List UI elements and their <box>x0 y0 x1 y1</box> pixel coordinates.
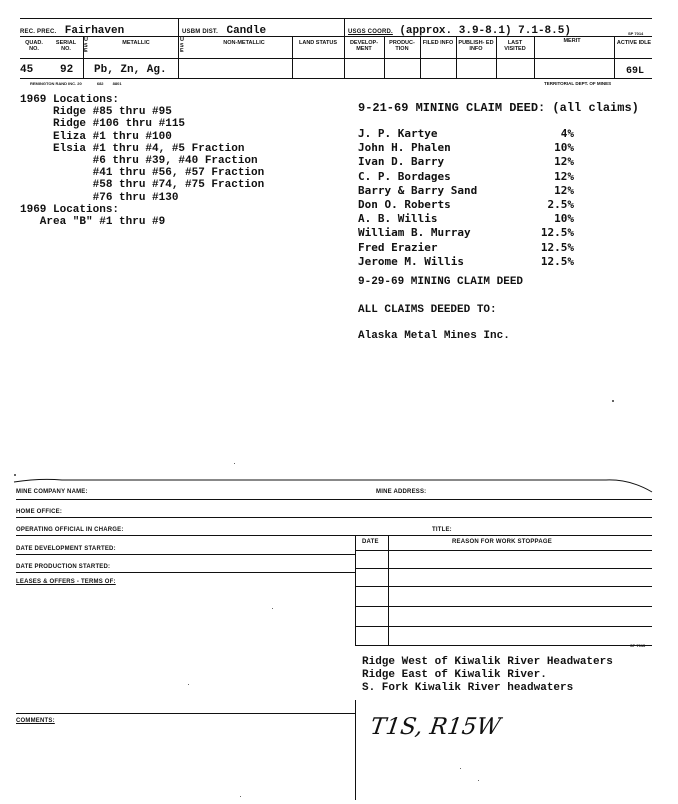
divider <box>420 36 421 78</box>
scan-speck <box>188 684 189 685</box>
territorial-dept: TERRITORIAL DEPT. OF MINES <box>544 81 612 86</box>
usgs-coord-value: (approx. 3.9-8.1) 7.1-8.5) <box>399 25 571 37</box>
usbm-dist-value: Candle <box>226 25 267 37</box>
owner-name: C. P. Bordages <box>358 169 451 183</box>
divider <box>344 18 345 36</box>
col-land-status: LAND STATUS <box>299 40 337 46</box>
divider <box>178 36 179 78</box>
col-serial-no: SERIAL NO. <box>55 40 77 52</box>
col-non-metallic-use: U S E <box>180 37 184 54</box>
divider <box>292 36 293 78</box>
owner-row <box>358 256 578 270</box>
form-line <box>16 499 652 500</box>
scan-speck <box>460 768 461 769</box>
location-note-line: Area "B" #1 thru #9 <box>20 216 166 229</box>
mine-address-label: MINE ADDRESS: <box>376 489 427 495</box>
locations-list <box>362 656 613 695</box>
location-note-line: Elsia #1 thru #4, #5 Fraction <box>20 142 245 155</box>
printer-code-1: 682 <box>96 81 104 86</box>
owner-name: John H. Phalen <box>358 141 451 155</box>
scan-speck <box>478 780 479 781</box>
owner-row <box>358 185 578 199</box>
location-description: Ridge West of Kiwalik River Headwaters <box>362 656 613 668</box>
owner-percent: 12.5% <box>540 254 574 268</box>
second-deed: 9-29-69 MINING CLAIM DEED <box>358 276 524 288</box>
comments-divider <box>355 700 356 800</box>
stoppage-row <box>355 550 652 551</box>
scan-speck <box>240 796 241 797</box>
comments-label: COMMENTS: <box>16 718 55 724</box>
active-idle-value: 69L <box>626 66 645 77</box>
stoppage-reason-header: REASON FOR WORK STOPPAGE <box>452 539 552 545</box>
handwritten-township-range <box>368 702 528 748</box>
deed-owners <box>358 128 578 270</box>
owner-percent: 12% <box>554 169 574 183</box>
stoppage-row <box>355 606 652 607</box>
owner-name: Jerome M. Willis <box>358 254 464 268</box>
header-top-border <box>20 18 652 19</box>
stoppage-row <box>355 586 652 587</box>
deeded-to-company: Alaska Metal Mines Inc. <box>358 330 510 342</box>
stoppage-date-header: DATE <box>362 539 379 545</box>
owner-percent: 12% <box>554 155 574 169</box>
usbm-dist-label: USBM DIST. <box>182 29 219 35</box>
owner-row <box>358 171 578 185</box>
owner-row <box>358 227 578 241</box>
location-note-line: 1969 Locations: <box>20 94 120 106</box>
col-active-idle: ACTIVE IDLE <box>616 40 652 46</box>
form-line <box>16 554 355 555</box>
owner-row <box>358 213 578 227</box>
location-note-line: Ridge #106 thru #115 <box>20 118 186 131</box>
quad-no-value: 45 <box>20 64 34 76</box>
rec-prec-label: REC. PREC. <box>20 29 57 35</box>
deeded-to-label: ALL CLAIMS DEEDED TO: <box>358 304 497 316</box>
col-last-visited: LAST VISITED <box>504 40 526 52</box>
stoppage-row <box>355 568 652 569</box>
location-note-line: Ridge #85 thru #95 <box>20 106 172 119</box>
scan-speck <box>234 463 235 464</box>
location-description: Ridge East of Kiwalik River. <box>362 669 547 681</box>
mine-company-name-label: MINE COMPANY NAME: <box>16 489 88 495</box>
owner-percent: 12% <box>554 183 574 197</box>
owner-name: A. B. Willis <box>358 212 438 226</box>
divider <box>384 36 385 78</box>
owner-row <box>358 142 578 156</box>
col-quad-no: QUAD. NO. <box>25 40 43 52</box>
stoppage-table-left <box>355 535 356 645</box>
owner-name: Fred Erazier <box>358 240 438 254</box>
form-line <box>16 572 355 573</box>
owner-row <box>358 242 578 256</box>
form-code-bottom: SP 7015 <box>630 643 646 648</box>
col-published-info: PUBLISH- ED INFO <box>458 40 494 52</box>
metallic-value: Pb, Zn, Ag. <box>94 64 167 76</box>
owner-percent: 10% <box>554 141 574 155</box>
location-note-line: #41 thru #56, #57 Fraction <box>20 167 265 180</box>
owner-percent: 12.5% <box>540 226 574 240</box>
owner-name: J. P. Kartye <box>358 127 438 140</box>
col-merit: MERIT <box>563 38 581 44</box>
owner-name: Barry & Barry Sand <box>358 183 478 197</box>
divider <box>344 36 345 78</box>
usgs-coord-label: USGS COORD. <box>348 29 393 35</box>
stoppage-row <box>355 626 652 627</box>
divider <box>534 36 535 78</box>
serial-no-value: 92 <box>60 64 74 76</box>
usbm-dist-field <box>182 20 266 38</box>
form-line <box>16 535 652 536</box>
handwritten-text: T1S, R15W <box>368 714 503 740</box>
printer-code-2: 8801 <box>112 81 122 86</box>
home-office-label: HOME OFFICE: <box>16 509 63 515</box>
location-note-line: Eliza #1 thru #100 <box>20 130 172 143</box>
form-code-top: SP 7014 <box>628 31 644 36</box>
stoppage-table-date-divider <box>388 535 389 645</box>
operating-official-label: OPERATING OFFICIAL IN CHARGE: <box>16 527 124 533</box>
locations-notes <box>20 94 264 228</box>
scan-speck <box>612 400 614 402</box>
location-note-line: #6 thru #39, #40 Fraction <box>20 155 258 168</box>
usgs-coord-field <box>348 20 571 38</box>
divider <box>496 36 497 78</box>
dev-started-label: DATE DEVELOPMENT STARTED: <box>16 546 116 552</box>
data-row-bottom <box>20 78 652 79</box>
location-note-line: #58 thru #74, #75 Fraction <box>20 179 265 192</box>
divider <box>178 18 179 36</box>
form-line <box>16 517 652 518</box>
divider <box>614 36 615 78</box>
deed-title: 9-21-69 MINING CLAIM DEED: (all claims) <box>358 101 639 115</box>
col-filed-info: FILED INFO <box>422 40 454 46</box>
owner-name: Ivan D. Barry <box>358 155 445 169</box>
rec-prec-field <box>20 20 124 38</box>
owner-row <box>358 128 578 142</box>
owner-percent: 4% <box>560 127 574 140</box>
owner-percent: 2.5% <box>547 197 574 211</box>
owner-percent: 10% <box>554 212 574 226</box>
col-metallic: METALLIC <box>122 40 150 46</box>
rec-prec-value: Fairhaven <box>64 25 125 37</box>
comments-line <box>16 713 355 714</box>
col-metallic-use: U S E <box>84 37 88 54</box>
stoppage-row <box>355 645 652 646</box>
leases-label: LEASES & OFFERS - TERMS OF: <box>16 579 116 585</box>
location-note-line: 1969 Locations: <box>20 203 120 216</box>
scan-speck <box>272 608 273 609</box>
col-development: DEVELOP- MENT <box>349 40 379 52</box>
printer-imprint <box>30 81 122 86</box>
owner-percent: 12.5% <box>540 240 574 254</box>
owner-name: William B. Murray <box>358 226 471 240</box>
col-production: PRODUC- TION <box>389 40 415 52</box>
form-top-curve <box>0 470 678 500</box>
col-non-metallic: NON-METALLIC <box>223 40 265 46</box>
location-description: S. Fork Kiwalik River headwaters <box>362 682 574 694</box>
divider <box>456 36 457 78</box>
column-header-bottom <box>20 58 652 59</box>
prod-started-label: DATE PRODUCTION STARTED: <box>16 564 111 570</box>
title-label: TITLE: <box>432 527 452 533</box>
owner-row <box>358 199 578 213</box>
owner-row <box>358 156 578 170</box>
owner-name: Don O. Roberts <box>358 197 451 211</box>
location-note-line: #76 thru #130 <box>20 191 179 204</box>
printer-name: REMINGTON RAND INC. 20 <box>30 81 82 86</box>
